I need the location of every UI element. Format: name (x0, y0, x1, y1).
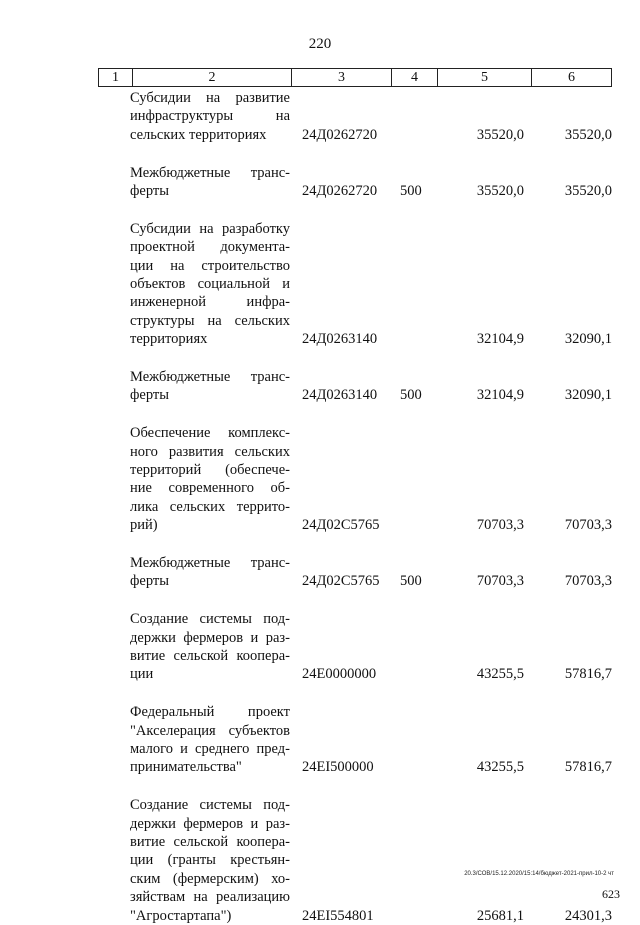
header-col-2: 2 (133, 69, 292, 86)
row-name-line: "Акселерация субъектов (130, 722, 290, 739)
row-name (130, 424, 290, 534)
row-value-2021: 35520,0 (476, 126, 524, 143)
row-name-line: территориях (130, 331, 208, 348)
row-name (130, 703, 290, 777)
row-name (130, 610, 290, 684)
row-name-line: ного развития сельских (130, 443, 290, 460)
header-col-4: 4 (392, 69, 438, 86)
table-row (0, 164, 640, 201)
row-name-line: зяйствам на реализацию (130, 889, 290, 906)
header-col-1: 1 (99, 69, 133, 86)
row-name (130, 554, 290, 591)
row-name-line: инженерной инфра- (130, 294, 290, 311)
row-name-line: Обеспечение комплекс- (130, 425, 290, 442)
row-name-line: малого и среднего пред- (130, 741, 290, 757)
row-code: 24Д0263140 (302, 331, 378, 348)
row-value-2022: 57816,7 (564, 759, 612, 776)
row-value-2022: 32090,1 (564, 331, 612, 348)
row-name-line: принимательства" (130, 759, 242, 776)
row-value-2022: 24301,3 (564, 907, 612, 924)
header-col-6: 6 (568, 69, 575, 85)
row-name (130, 164, 290, 201)
row-name-line: Субсидии на развитие (130, 90, 290, 106)
table-row (0, 703, 640, 777)
table-row (0, 796, 640, 925)
row-value-2021: 32104,9 (476, 331, 524, 348)
row-name-line: структуры на сельских (130, 312, 290, 329)
page-number: 220 (308, 36, 332, 52)
row-name-line: "Агростартапа") (130, 907, 232, 924)
row-name (130, 796, 290, 925)
row-name-line: ферты (130, 573, 169, 590)
row-name-line: держки фермеров и раз- (130, 629, 290, 646)
row-name-line: ферты (130, 387, 169, 404)
row-value-2021: 70703,3 (476, 517, 524, 534)
row-code: 24ЕI500000 (302, 759, 374, 776)
row-name (130, 368, 290, 405)
row-value-2021: 43255,5 (476, 759, 524, 776)
header-col-3: 3 (292, 69, 392, 86)
row-name-line: Федеральный проект (130, 704, 290, 721)
row-name-line: Межбюджетные транс- (130, 164, 290, 181)
row-name-line: ции (130, 666, 154, 683)
row-expense-type: 500 (400, 387, 422, 404)
row-code: 24Д02С5765 (302, 517, 380, 534)
table-row (0, 610, 640, 684)
row-name-line: лика сельских террито- (130, 498, 290, 515)
row-value-2022: 35520,0 (564, 182, 612, 199)
table-row (0, 89, 640, 144)
row-value-2022: 70703,3 (564, 573, 612, 590)
row-name (130, 89, 290, 144)
row-value-2021: 25681,1 (476, 907, 524, 924)
row-name-line: витие сельской коопера- (130, 648, 290, 664)
row-name-line: инфраструктуры на (130, 108, 290, 125)
row-name-line: держки фермеров и раз- (130, 815, 290, 832)
row-name-line: Межбюджетные транс- (130, 369, 290, 385)
header-col-5: 5 (438, 69, 532, 86)
row-value-2022: 35520,0 (564, 126, 612, 143)
row-name-line: ние современного об- (130, 480, 290, 497)
row-value-2021: 43255,5 (476, 666, 524, 683)
row-name-line: ферты (130, 183, 169, 199)
row-name (130, 220, 290, 349)
table-row (0, 424, 640, 534)
row-name-line: Создание системы под- (130, 611, 290, 628)
row-expense-type: 500 (400, 182, 422, 199)
row-name-line: рий) (130, 517, 158, 534)
row-name-line: Субсидии на разработку (130, 220, 290, 237)
row-value-2022: 70703,3 (564, 517, 612, 534)
row-name-line: Межбюджетные транс- (130, 555, 290, 571)
row-value-2022: 32090,1 (564, 387, 612, 404)
row-name-line: Создание системы под- (130, 797, 290, 814)
row-name-line: сельских территориях (130, 126, 267, 143)
row-name-line: ским (фермерским) хо- (130, 870, 290, 887)
row-name-line: ции на строительство (130, 257, 290, 274)
table-row (0, 220, 640, 349)
row-expense-type: 500 (400, 573, 422, 590)
row-name-line: объектов социальной и (130, 276, 290, 293)
row-value-2022: 57816,7 (564, 666, 612, 683)
row-name-line: территорий (обеспече- (130, 462, 290, 478)
row-name-line: проектной документа- (130, 239, 290, 256)
row-code: 24Д0263140 (302, 387, 378, 404)
footer-meta: 20.3/СОВ/15.12.2020/15:14/бюджет-2021-прил-10-2 чт (464, 871, 614, 877)
row-code: 24ЕI554801 (302, 907, 374, 924)
row-code: 24Е0000000 (302, 666, 377, 683)
row-code: 24Д02С5765 (302, 573, 380, 590)
table-row (0, 554, 640, 591)
row-name-line: витие сельской коопера- (130, 834, 290, 850)
row-value-2021: 32104,9 (476, 387, 524, 404)
row-code: 24Д0262720 (302, 182, 378, 199)
row-value-2021: 70703,3 (476, 573, 524, 590)
table-row (0, 368, 640, 405)
row-name-line: ции (гранты крестьян- (130, 852, 290, 869)
footer-page-number: 623 (602, 887, 620, 901)
row-value-2021: 35520,0 (476, 182, 524, 199)
table-header (98, 68, 612, 87)
row-code: 24Д0262720 (302, 126, 378, 143)
